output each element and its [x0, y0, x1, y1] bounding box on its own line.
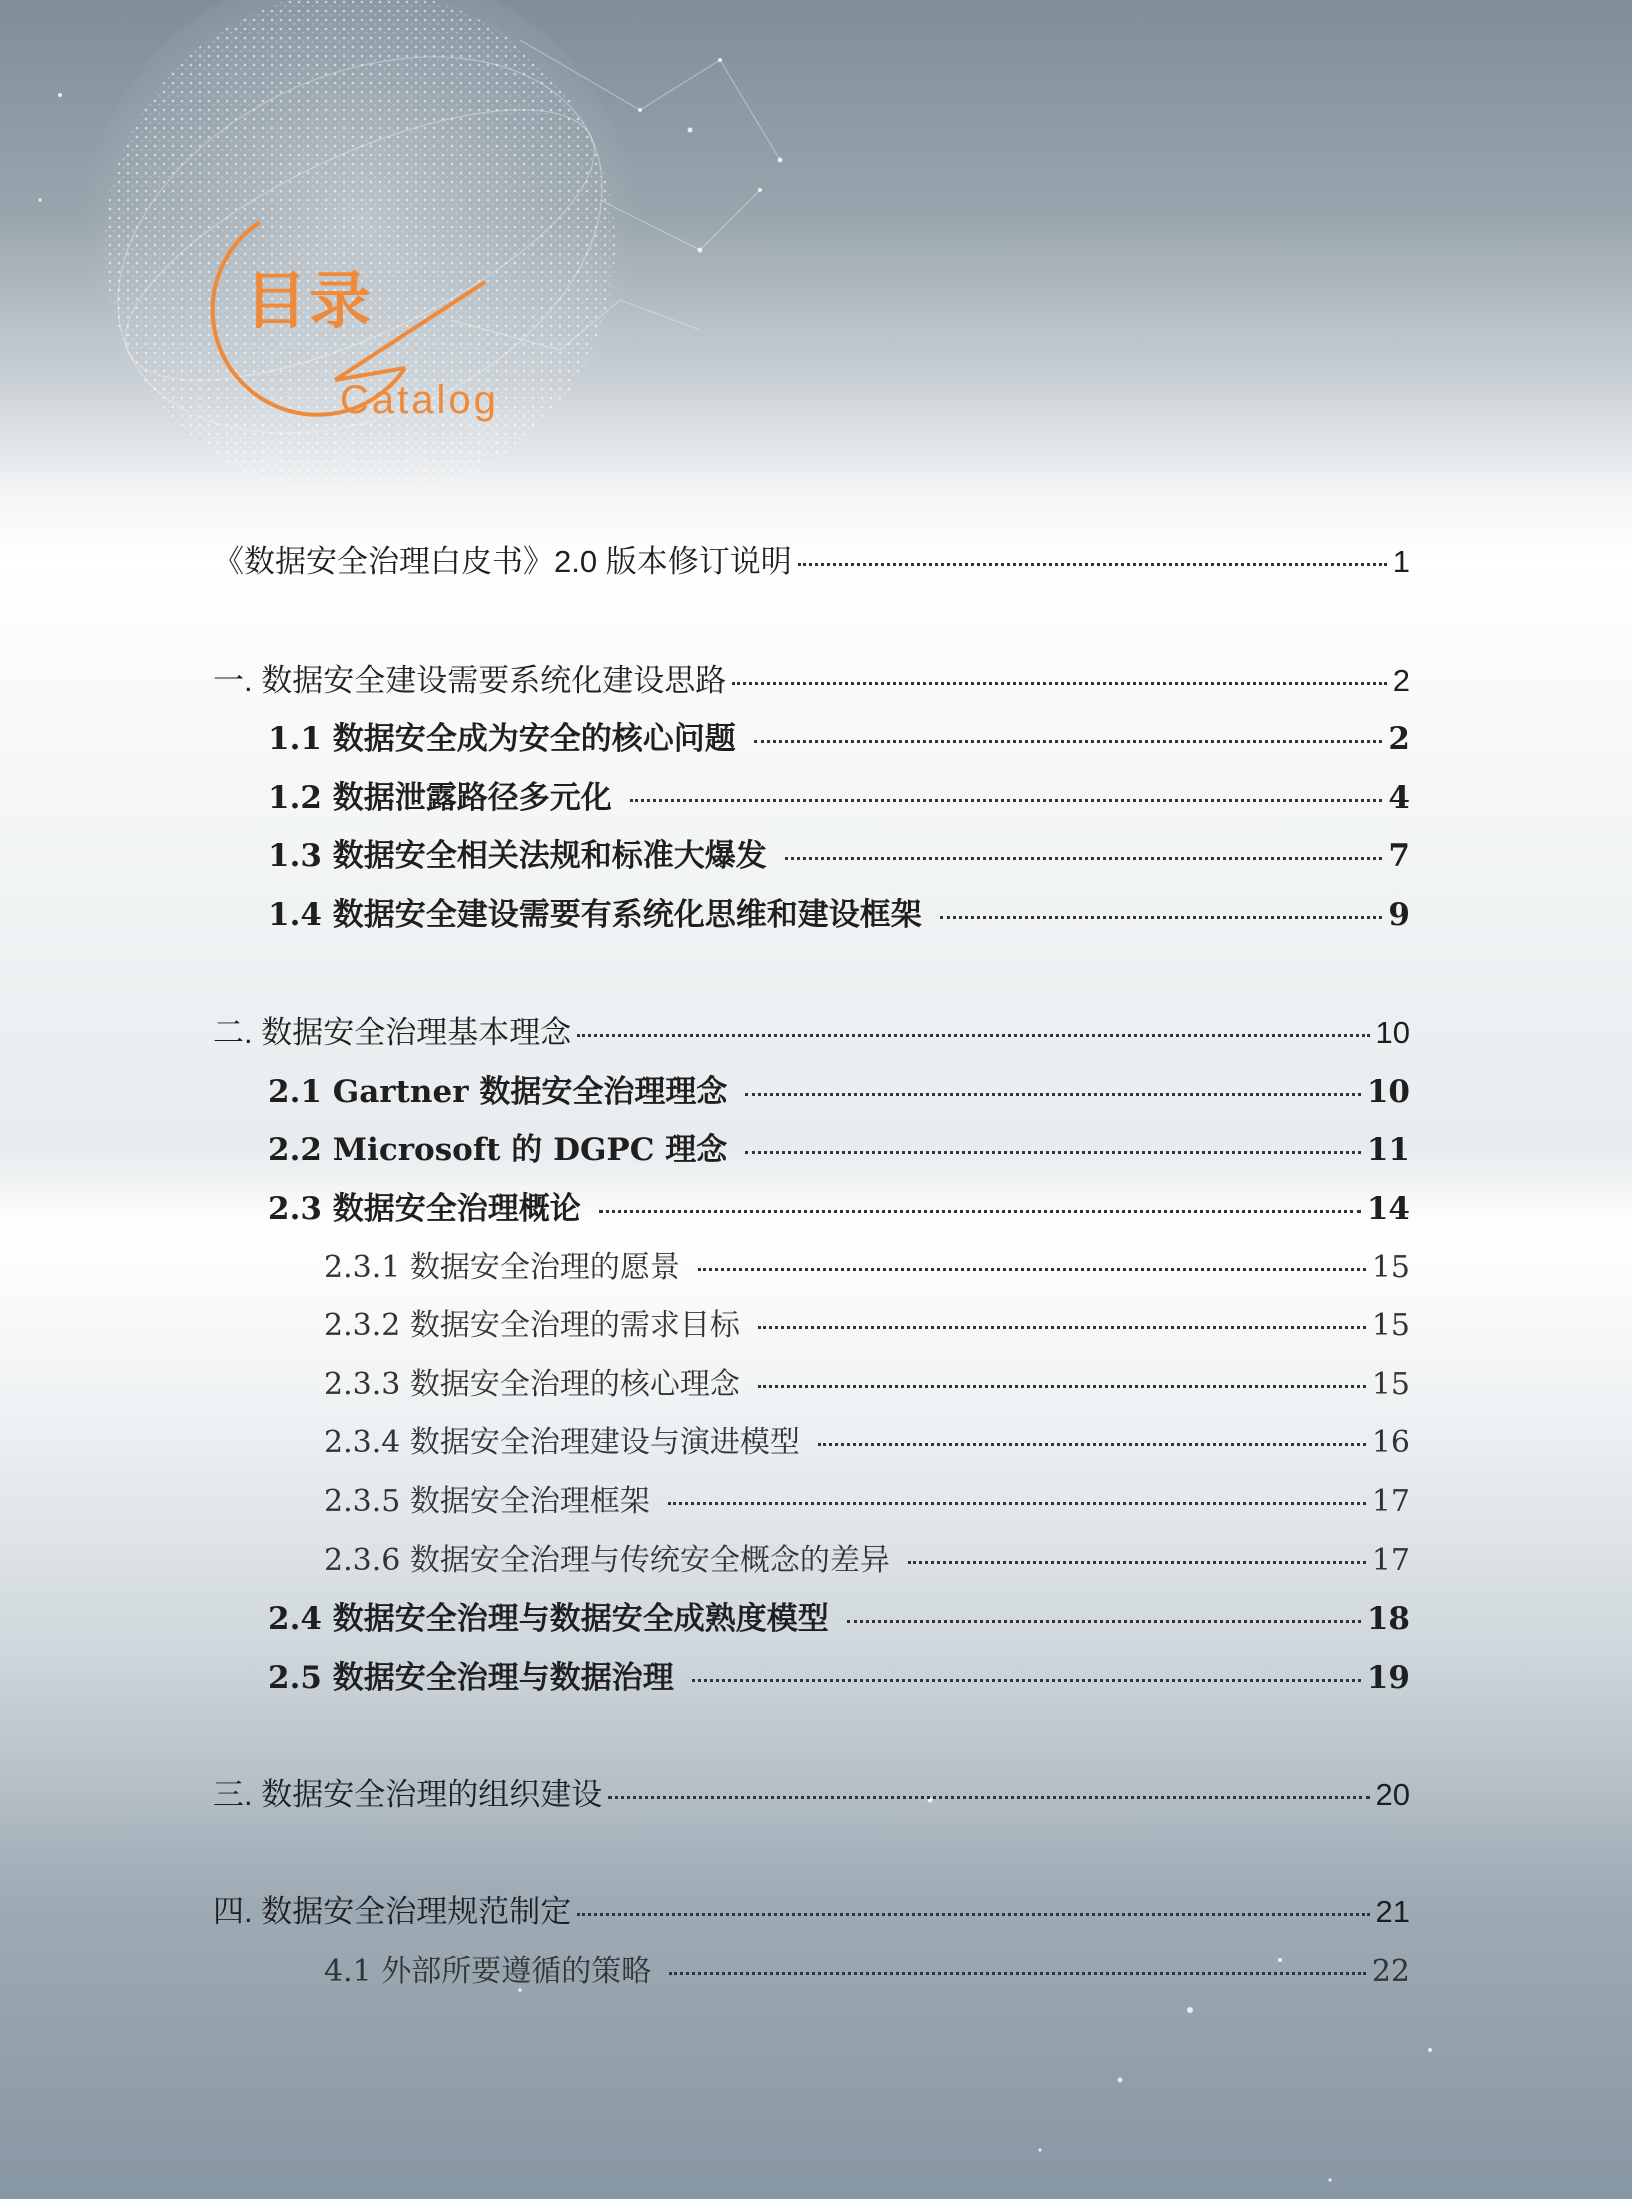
toc-page-number: 10 — [1375, 1015, 1410, 1050]
toc-entry-title: 2.3 数据安全治理概论 — [268, 1191, 581, 1227]
toc-entry-title: 2.3.4 数据安全治理建设与演进模型 — [324, 1425, 800, 1460]
toc-entry-2-4[interactable] — [268, 1597, 1410, 1641]
toc-entry-2-3[interactable] — [268, 1187, 1410, 1231]
toc-entry-1-4[interactable] — [268, 893, 1410, 937]
toc-page-number: 19 — [1366, 1660, 1410, 1696]
dot-leader — [630, 799, 1383, 802]
toc-entry-2-3-5[interactable] — [324, 1480, 1410, 1524]
toc-entry-1-2[interactable] — [268, 776, 1410, 820]
toc-entry-title: 2.2 Microsoft 的 DGPC 理念 — [268, 1132, 728, 1168]
dot-leader — [698, 1268, 1366, 1271]
toc-page-number: 18 — [1366, 1601, 1410, 1637]
logo-english-title: Catalog — [340, 378, 499, 422]
toc-entry-chapter-1[interactable] — [213, 659, 1410, 703]
toc-page-number: 15 — [1371, 1308, 1410, 1343]
toc-page-number: 10 — [1366, 1074, 1410, 1110]
toc-entry-chapter-3[interactable] — [213, 1773, 1410, 1817]
dot-leader — [669, 1972, 1366, 1975]
toc-entry-2-3-6[interactable] — [324, 1539, 1410, 1583]
toc-entry-title: 一. 数据安全建设需要系统化建设思路 — [213, 663, 727, 698]
toc-entry-chapter-4[interactable] — [213, 1890, 1410, 1934]
dot-leader — [798, 563, 1387, 566]
dot-leader — [745, 1093, 1361, 1096]
toc-page-number: 11 — [1366, 1132, 1410, 1168]
toc-entry-title: 2.3.2 数据安全治理的需求目标 — [324, 1308, 740, 1343]
toc-page-number: 21 — [1375, 1894, 1410, 1929]
dot-leader — [847, 1620, 1361, 1623]
toc-entry-title: 2.3.1 数据安全治理的愿景 — [324, 1250, 680, 1285]
toc-page-number: 2 — [1392, 663, 1410, 698]
dot-leader — [758, 1326, 1366, 1329]
toc-entry-2-5[interactable] — [268, 1656, 1410, 1700]
toc-entry-2-3-4[interactable] — [324, 1421, 1410, 1465]
dot-leader — [908, 1561, 1366, 1564]
toc-entry-title: 2.4 数据安全治理与数据安全成熟度模型 — [268, 1601, 829, 1637]
toc-page-number: 2 — [1388, 721, 1410, 757]
dot-leader — [668, 1502, 1366, 1505]
dot-leader — [785, 857, 1383, 860]
toc-entry-title: 4.1 外部所要遵循的策略 — [324, 1954, 652, 1989]
dot-leader — [940, 916, 1383, 919]
toc-page-number: 15 — [1371, 1250, 1410, 1285]
dot-leader — [577, 1913, 1369, 1916]
toc-entry-title: 2.1 Gartner 数据安全治理理念 — [268, 1074, 728, 1110]
dot-leader — [818, 1443, 1366, 1446]
toc-entry-title: 三. 数据安全治理的组织建设 — [213, 1777, 603, 1812]
toc-page-number: 9 — [1388, 897, 1410, 933]
toc-entry-title: 2.5 数据安全治理与数据治理 — [268, 1660, 674, 1696]
toc-entry-title: 1.1 数据安全成为安全的核心问题 — [268, 721, 736, 757]
toc-entry-1-3[interactable] — [268, 834, 1410, 878]
toc-entry-title: 1.4 数据安全建设需要有系统化思维和建设框架 — [268, 897, 922, 933]
toc-page-number: 1 — [1392, 544, 1410, 579]
toc-entry-2-2[interactable] — [268, 1128, 1410, 1172]
toc-entry-1-1[interactable] — [268, 717, 1410, 761]
dot-leader — [754, 740, 1383, 743]
dot-leader — [758, 1385, 1366, 1388]
toc-page-number: 4 — [1388, 780, 1410, 816]
toc-entry-title: 2.3.6 数据安全治理与传统安全概念的差异 — [324, 1543, 890, 1578]
toc-entry-title: 1.2 数据泄露路径多元化 — [268, 780, 612, 816]
dot-leader — [599, 1210, 1361, 1213]
dot-leader — [732, 682, 1387, 685]
toc-entry-2-3-1[interactable] — [324, 1246, 1410, 1290]
toc-page-number: 17 — [1371, 1543, 1410, 1578]
logo-chinese-title: 目录 — [245, 264, 374, 337]
toc-entry-2-3-3[interactable] — [324, 1363, 1410, 1407]
dot-leader — [608, 1796, 1369, 1799]
toc-entry-title: 1.3 数据安全相关法规和标准大爆发 — [268, 838, 767, 874]
toc-entry-4-1[interactable] — [324, 1950, 1410, 1994]
toc-entry-2-1[interactable] — [268, 1070, 1410, 1114]
toc-entry-2-3-2[interactable] — [324, 1304, 1410, 1348]
toc-entry-title: 2.3.5 数据安全治理框架 — [324, 1484, 650, 1519]
toc-page-number: 17 — [1371, 1484, 1410, 1519]
toc-entry-title: 2.3.3 数据安全治理的核心理念 — [324, 1367, 740, 1402]
toc-page-number: 16 — [1371, 1425, 1410, 1460]
dot-leader — [745, 1151, 1361, 1154]
toc-entry-title: 二. 数据安全治理基本理念 — [213, 1015, 572, 1050]
toc-page-number: 20 — [1375, 1777, 1410, 1812]
toc-entry-title: 《数据安全治理白皮书》2.0 版本修订说明 — [213, 544, 792, 579]
dot-leader — [577, 1034, 1369, 1037]
toc-page-number: 7 — [1388, 838, 1410, 874]
dot-leader — [692, 1679, 1361, 1682]
toc-page-number: 15 — [1371, 1367, 1410, 1402]
toc-page-number: 14 — [1366, 1191, 1410, 1227]
toc-entry-revision-note[interactable] — [213, 540, 1410, 584]
toc-entry-title: 四. 数据安全治理规范制定 — [213, 1894, 572, 1929]
toc-page-number: 22 — [1371, 1954, 1410, 1989]
toc-entry-chapter-2[interactable] — [213, 1011, 1410, 1055]
